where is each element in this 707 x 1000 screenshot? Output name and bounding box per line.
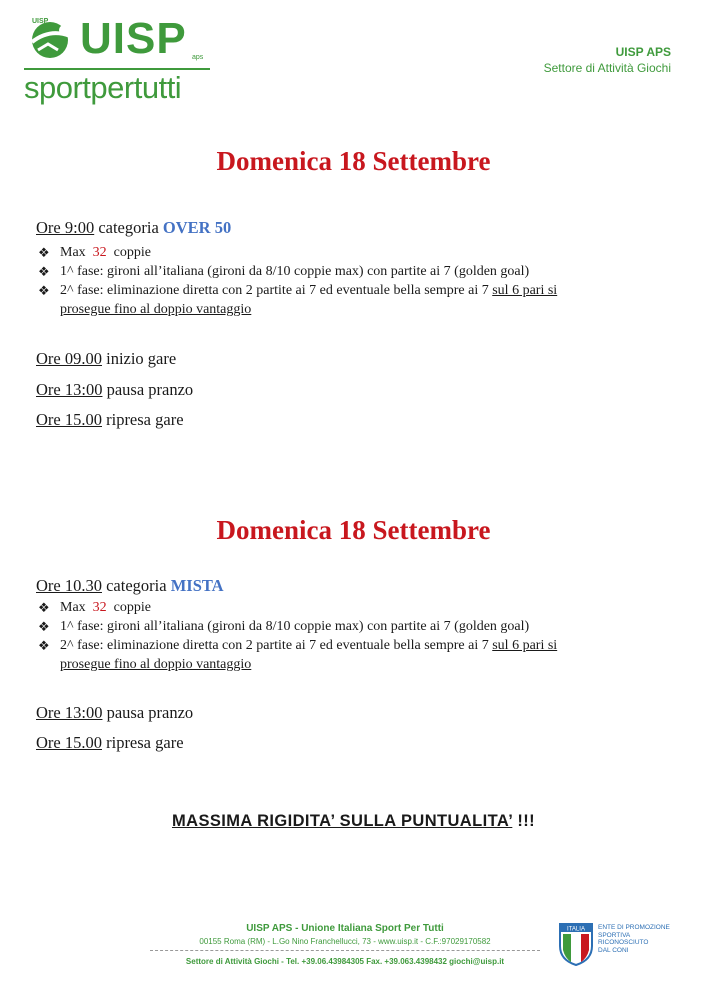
footer-title: UISP APS - Unione Italiana Sport Per Tutti: [246, 923, 444, 934]
schedule-time: Ore 15.00: [36, 733, 102, 752]
bullet-text: 1^ fase: gironi all’italiana (gironi da 8/10 coppie max) con partite ai 7 (golden goal): [60, 264, 530, 279]
list-item: [38, 598, 678, 617]
schedule-text: inizio gare: [106, 349, 177, 368]
section1-schedule-2: [36, 380, 193, 400]
italia-shield-icon: [558, 922, 594, 966]
section1-time: Ore 9:00: [36, 218, 95, 237]
schedule-time: Ore 15.00: [36, 410, 102, 429]
list-item: [38, 243, 678, 262]
bullet-text-underlined: sul 6 pari si: [492, 638, 558, 653]
footer-divider: [150, 950, 540, 951]
bullet-text: Max: [60, 245, 86, 260]
warning-text: MASSIMA RIGIDITA’ SULLA PUNTUALITA’: [171, 812, 513, 830]
bullet-text: 1^ fase: gironi all’italiana (gironi da 8/10 coppie max) con partite ai 7 (golden goal): [60, 619, 530, 634]
section2-bullets: [38, 598, 678, 674]
section1-title: Domenica 18 Settembre: [216, 146, 491, 176]
bullet-text-underlined: prosegue fino al doppio vantaggio: [60, 657, 252, 672]
bullet-text: coppie: [113, 245, 151, 260]
list-item: [38, 281, 678, 319]
footer-address: 00155 Roma (RM) - L.Go Nino Franchellucci, 73 - www.uisp.it - C.F.:97029170582: [199, 937, 491, 946]
bullet-text: 2^ fase: eliminazione diretta con 2 partite ai 7 ed eventuale bella sempre ai 7: [60, 638, 489, 653]
uisp-runner-icon: [24, 20, 78, 60]
section1-category-line: [36, 218, 231, 238]
bullet-text: 2^ fase: eliminazione diretta con 2 partite ai 7 ed eventuale bella sempre ai 7: [60, 283, 489, 298]
section1-category: OVER 50: [162, 218, 232, 237]
logo-aps: aps: [192, 54, 204, 61]
section1-cat-prefix: categoria: [98, 218, 159, 237]
diamond-bullet-icon: ❖: [38, 283, 50, 298]
diamond-bullet-icon: ❖: [38, 264, 50, 279]
coni-badge: [558, 922, 688, 968]
svg-text:ITALIA: ITALIA: [567, 926, 585, 933]
schedule-text: ripresa gare: [106, 733, 184, 752]
uisp-logo: [24, 14, 214, 114]
coni-recognition-text: [598, 924, 670, 954]
section1-bullets: [38, 243, 678, 319]
logo-tagline: sportpertutti: [24, 70, 182, 105]
list-item: [38, 636, 678, 674]
section2-schedule-1: [36, 703, 193, 723]
coni-line: DAL CONI: [598, 946, 629, 954]
section2-cat-prefix: categoria: [106, 576, 167, 595]
coni-line: SPORTIVA: [598, 931, 631, 939]
diamond-bullet-icon: ❖: [38, 245, 50, 260]
coni-line: RICONOSCIUTO: [598, 939, 649, 946]
section1-schedule-1: [36, 349, 176, 369]
diamond-bullet-icon: ❖: [38, 638, 50, 653]
schedule-text: pausa pranzo: [106, 380, 194, 399]
section2-title: Domenica 18 Settembre: [216, 515, 491, 545]
bullet-text-underlined: prosegue fino al doppio vantaggio: [60, 302, 252, 317]
logo-small-text: UISP: [32, 18, 49, 25]
bullet-number: 32: [92, 245, 107, 260]
header-org-block: [544, 44, 671, 76]
section2-category: MISTA: [170, 576, 224, 595]
punctuality-warning: [0, 812, 707, 831]
header-sector: Settore di Attività Giochi: [543, 61, 671, 75]
bullet-text: Max: [60, 600, 86, 615]
list-item: [38, 262, 678, 281]
section1-schedule-3: [36, 410, 184, 430]
diamond-bullet-icon: ❖: [38, 619, 50, 634]
schedule-time: Ore 13:00: [36, 380, 103, 399]
list-item: [38, 617, 678, 636]
bullet-text: coppie: [113, 600, 151, 615]
section2-time: Ore 10.30: [36, 576, 102, 595]
logo-wordmark: UISP: [80, 14, 187, 63]
schedule-text: ripresa gare: [106, 410, 184, 429]
warning-exclamation: !!!: [517, 812, 535, 830]
footer-sector: Settore di Attività Giochi - Tel. +39.06.43984305 Fax. +39.063.4398432 giochi@uisp.it: [185, 957, 505, 966]
schedule-text: pausa pranzo: [106, 703, 194, 722]
schedule-time: Ore 13:00: [36, 703, 103, 722]
diamond-bullet-icon: ❖: [38, 600, 50, 615]
schedule-time: Ore 09.00: [36, 349, 102, 368]
bullet-text-underlined: sul 6 pari si: [492, 283, 558, 298]
coni-line: ENTE DI PROMOZIONE: [598, 924, 670, 931]
header-org: UISP APS: [615, 45, 671, 59]
bullet-number: 32: [92, 600, 107, 615]
section2-category-line: [36, 576, 224, 596]
section2-schedule-2: [36, 733, 184, 753]
